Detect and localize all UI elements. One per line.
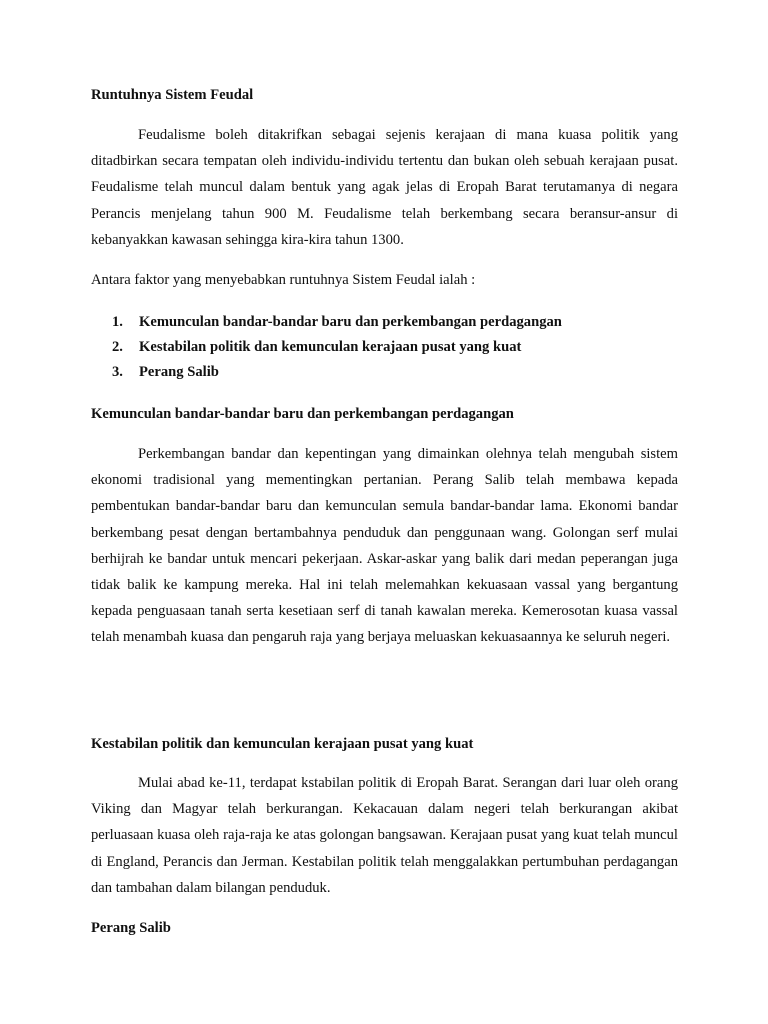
list-item-number: 1.	[112, 314, 123, 330]
intro-paragraph: Feudalisme boleh ditakrifkan sebagai sejenis kerajaan di mana kuasa politik yang ditadbirkan secara tempatan oleh individu-individu tertentu dan bukan oleh sebuah kerajaan pusat. Feudalisme telah muncul dalam bentuk yang agak jelas di Eropah Barat terutamanya di negara Perancis menjelang tahun 900 M. Feudalisme telah berkembang secara beransur-ansur di kebanyakkan kawasan sehingga kira-kira tahun 1300.	[91, 127, 678, 248]
list-item-text: Perang Salib	[139, 364, 219, 380]
factors-intro: Antara faktor yang menyebabkan runtuhnya Sistem Feudal ialah :	[91, 272, 476, 288]
list-item-text: Kestabilan politik dan kemunculan kerajaan pusat yang kuat	[139, 339, 522, 355]
section-heading-kestabilan: Kestabilan politik dan kemunculan kerajaan pusat yang kuat	[91, 736, 474, 752]
list-item-number: 3.	[112, 364, 123, 380]
factor-list	[112, 312, 562, 387]
list-item-text: Kemunculan bandar-bandar baru dan perkembangan perdagangan	[139, 314, 562, 330]
list-item-number: 2.	[112, 339, 123, 355]
section-heading-bandar: Kemunculan bandar-bandar baru dan perkembangan perdagangan	[91, 406, 514, 422]
list-item	[112, 312, 562, 337]
section-paragraph-kestabilan: Mulai abad ke-11, terdapat kstabilan politik di Eropah Barat. Serangan dari luar oleh orang Viking dan Magyar telah berkurangan. Kekacauan dalam negeri telah berkurangan akibat perluasaan kuasa oleh raja-raja ke atas golongan bangsawan. Kerajaan pusat yang kuat telah muncul di England, Perancis dan Jerman. Kestabilan politik telah menggalakkan pertumbuhan perdagangan dan tambahan dalam bilangan penduduk.	[91, 775, 678, 896]
section-paragraph-bandar: Perkembangan bandar dan kepentingan yang dimainkan olehnya telah mengubah sistem ekonomi tradisional yang mementingkan pertanian. Perang Salib telah membawa kepada pembentukan bandar-bandar baru dan kemunculan semula bandar-bandar lama. Ekonomi bandar berkembang pesat dengan bertambahnya penduduk dan penggunaan wang. Golongan serf mulai berhijrah ke bandar untuk mencari pekerjaan. Askar-askar yang balik dari medan peperangan juga tidak balik ke kampung mereka. Hal ini telah melemahkan kekuasaan vassal yang bergantung kepada penguasaan tanah serta kesetiaan serf di tanah kawalan mereka. Kemerosotan kuasa vassal telah menambah kuasa dan pengaruh raja yang berjaya meluaskan kekuasaannya ke seluruh negeri.	[91, 446, 678, 646]
list-item	[112, 362, 562, 387]
section-heading-perang-salib: Perang Salib	[91, 920, 171, 936]
document-title: Runtuhnya Sistem Feudal	[91, 87, 254, 103]
list-item	[112, 337, 562, 362]
